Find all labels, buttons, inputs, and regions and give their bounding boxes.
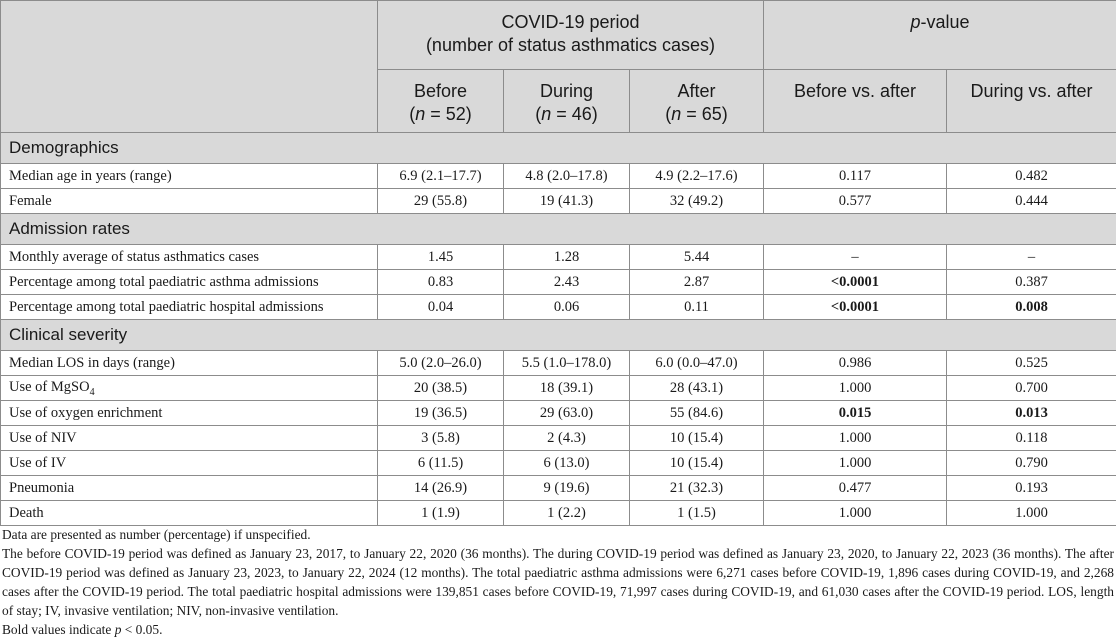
table-row: Use of IV 6 (11.5) 6 (13.0) 10 (15.4) 1.000 0.790 <box>1 451 1116 476</box>
table-row: Use of oxygen enrichment 19 (36.5) 29 (63.0) 55 (84.6) 0.015 0.013 <box>1 401 1116 426</box>
table-row: Use of NIV 3 (5.8) 2 (4.3) 10 (15.4) 1.000 0.118 <box>1 426 1116 451</box>
table-row: Female 29 (55.8) 19 (41.3) 32 (49.2) 0.577 0.444 <box>1 189 1116 214</box>
covid-period-header: COVID-19 period (number of status asthmatics cases) <box>378 1 764 70</box>
table-row: Median LOS in days (range) 5.0 (2.0–26.0) 5.5 (1.0–178.0) 6.0 (0.0–47.0) 0.986 0.525 <box>1 351 1116 376</box>
section-demographics: Demographics <box>1 133 1116 164</box>
table-row: Death 1 (1.9) 1 (2.2) 1 (1.5) 1.000 1.000 <box>1 501 1116 526</box>
section-admission-rates: Admission rates <box>1 214 1116 245</box>
pvalue-header: p-value <box>764 1 1116 70</box>
table-row: Use of MgSO$_4$ 20 (38.5) 18 (39.1) 28 (43.1) 1.000 0.700 <box>1 376 1116 401</box>
table-row: Median age in years (range) 6.9 (2.1–17.7) 4.8 (2.0–17.8) 4.9 (2.2–17.6) 0.117 0.482 <box>1 164 1116 189</box>
after-column-header: After (n = 65) <box>630 70 764 133</box>
table-row: Percentage among total paediatric asthma admissions 0.83 2.43 2.87 <0.0001 0.387 <box>1 270 1116 295</box>
section-clinical-severity: Clinical severity <box>1 320 1116 351</box>
before-column-header: Before (n = 52) <box>378 70 504 133</box>
table-row: Monthly average of status asthmatics cases 1.45 1.28 5.44 – – <box>1 245 1116 270</box>
footnote-bold-values: Bold values indicate p < 0.05. <box>2 622 163 637</box>
table-footnotes <box>2 525 1114 639</box>
footnote-data-format: Data are presented as number (percentage) if unspecified. <box>2 527 311 542</box>
during-column-header: During (n = 46) <box>504 70 630 133</box>
before-vs-after-header: Before vs. after <box>764 70 947 133</box>
table-row: Pneumonia 14 (26.9) 9 (19.6) 21 (32.3) 0.477 0.193 <box>1 476 1116 501</box>
table-row: Percentage among total paediatric hospital admissions 0.04 0.06 0.11 <0.0001 0.008 <box>1 295 1116 320</box>
header-blank-cell <box>1 1 378 133</box>
footnote-period-definitions: The before COVID-19 period was defined as January 23, 2017, to January 22, 2020 (36 months). The during COVID-19 period was defined as January 23, 2020, to January 22, 2023 (36 months). The after COVID-19 period was defined as January 23, 2023, to January 22, 2024 (12 months). The total paediatric asthma admissions were 6,271 cases before COVID-19, 1,896 cases during COVID-19, and 2,268 cases after the COVID-19 period. The total paediatric hospital admissions were 139,851 cases before COVID-19, 71,997 cases during COVID-19, and 61,030 cases after the COVID-19 period. LOS, length of stay; IV, invasive ventilation; NIV, non-invasive ventilation. <box>2 546 1114 618</box>
during-vs-after-header: During vs. after <box>947 70 1116 133</box>
header-row-1 <box>1 1 1116 70</box>
